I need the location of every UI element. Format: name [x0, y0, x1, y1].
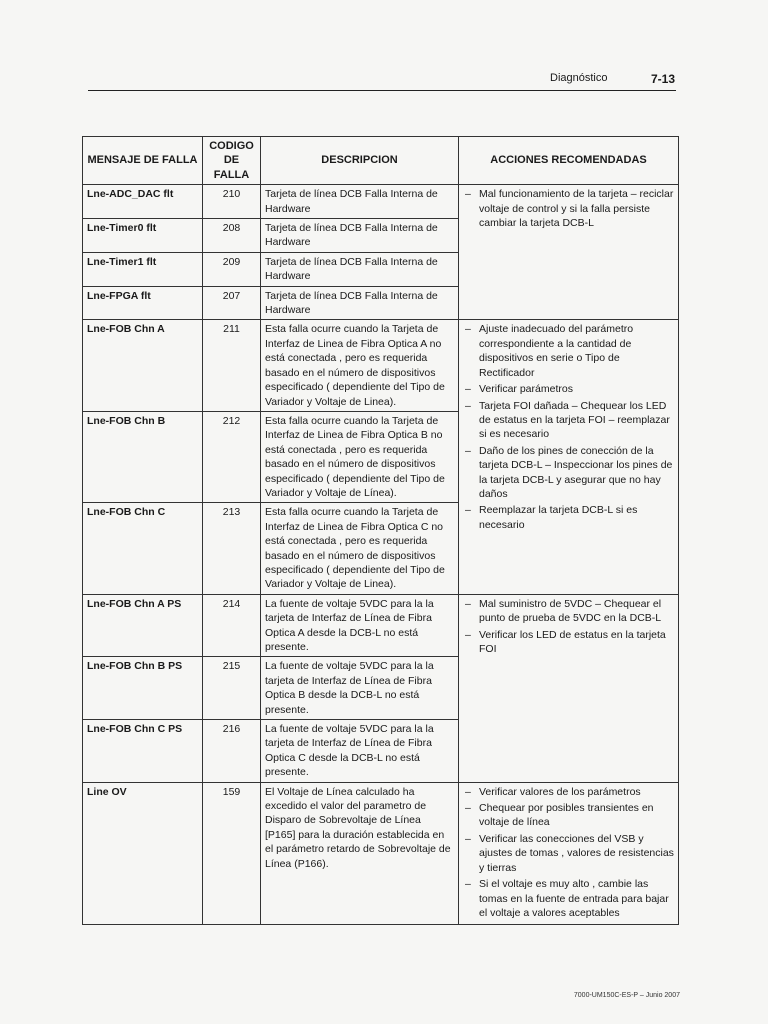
table-row	[83, 320, 679, 411]
action-item: – Mal suministro de 5VDC – Chequear el punto de prueba de 5VDC en la DCB-L	[463, 597, 674, 626]
table-row	[83, 185, 679, 219]
page-number: 7-13	[650, 72, 675, 86]
action-item: – Verificar parámetros	[463, 382, 674, 396]
fault-description: El Voltaje de Línea calculado ha excedido el valor del parametro de Disparo de Sobrevoltaje de Línea [P165] para la duración establecida en el parámetro retardo de Sobrevoltaje de Línea (P166).	[261, 782, 459, 925]
fault-code: 159	[203, 782, 261, 925]
header-rule	[88, 90, 676, 91]
page-header	[550, 72, 675, 86]
fault-description: La fuente de voltaje 5VDC para la la tarjeta de Interfaz de Línea de Fibra Optica B desde la DCB-L no está presente.	[261, 657, 459, 720]
actions-list	[463, 597, 674, 657]
action-item: – Mal funcionamiento de la tarjeta – reciclar voltaje de control y si la falla persiste cambiar la tarjeta DCB-L	[463, 187, 674, 230]
table-header-row	[83, 137, 679, 185]
actions-cell	[459, 594, 679, 782]
fault-description: Tarjeta de línea DCB Falla Interna de Hardware	[261, 252, 459, 286]
header-actions: ACCIONES RECOMENDADAS	[459, 137, 679, 185]
fault-code: 212	[203, 411, 261, 502]
fault-description: La fuente de voltaje 5VDC para la la tarjeta de Interfaz de Línea de Fibra Optica A desde la DCB-L no está presente.	[261, 594, 459, 657]
actions-cell	[459, 185, 679, 320]
action-item: – Verificar valores de los parámetros	[463, 785, 674, 799]
fault-message: Line OV	[83, 782, 203, 925]
fault-message: Lne-FOB Chn B PS	[83, 657, 203, 720]
section-title: Diagnóstico	[550, 72, 608, 84]
fault-code: 214	[203, 594, 261, 657]
action-item: – Tarjeta FOI dañada – Chequear los LED de estatus en la tarjeta FOI – reemplazar si es necesario	[463, 399, 674, 442]
action-item: – Reemplazar la tarjeta DCB-L si es necesario	[463, 503, 674, 532]
fault-message: Lne-FPGA flt	[83, 286, 203, 320]
fault-description: Tarjeta de línea DCB Falla Interna de Hardware	[261, 185, 459, 219]
action-item: – Chequear por posibles transientes en voltaje de línea	[463, 801, 674, 830]
fault-message: Lne-FOB Chn A PS	[83, 594, 203, 657]
fault-message: Lne-FOB Chn C	[83, 503, 203, 594]
fault-code: 215	[203, 657, 261, 720]
actions-cell	[459, 320, 679, 594]
table-row	[83, 594, 679, 657]
fault-message: Lne-Timer0 flt	[83, 219, 203, 253]
action-item: – Daño de los pines de conección de la tarjeta DCB-L – Inspeccionar los pines de la tarjeta DCB-L y asegurar que no hay daños	[463, 444, 674, 502]
header-code: CODIGO DE FALLA	[203, 137, 261, 185]
fault-message: Lne-FOB Chn C PS	[83, 720, 203, 783]
footer-doc-ref: 7000-UM150C-ES-P – Junio 2007	[573, 992, 680, 999]
action-item: – Verificar las conecciones del VSB y ajustes de tomas , valores de resistencias y tierras	[463, 832, 674, 875]
fault-code: 213	[203, 503, 261, 594]
fault-description: Esta falla ocurre cuando la Tarjeta de Interfaz de Linea de Fibra Optica B no está conectada , pero es requerida basado en el número de dispositivos especificado ( dependiente del Tipo de Variador y Voltaje de Línea).	[261, 411, 459, 502]
actions-list	[463, 785, 674, 921]
fault-code: 216	[203, 720, 261, 783]
fault-description: Tarjeta de línea DCB Falla Interna de Hardware	[261, 219, 459, 253]
actions-list	[463, 322, 674, 532]
fault-code: 208	[203, 219, 261, 253]
action-item: – Verificar los LED de estatus en la tarjeta FOI	[463, 628, 674, 657]
header-message: MENSAJE DE FALLA	[83, 137, 203, 185]
header-description: DESCRIPCION	[261, 137, 459, 185]
fault-description: Tarjeta de línea DCB Falla Interna de Hardware	[261, 286, 459, 320]
fault-description: Esta falla ocurre cuando la Tarjeta de Interfaz de Linea de Fibra Optica C no está conectada , pero es requerida basado en el número de dispositivos especificado ( dependiente del Tipo de Variador y Voltaje de Linea).	[261, 503, 459, 594]
fault-code: 211	[203, 320, 261, 411]
actions-list	[463, 187, 674, 230]
table-row	[83, 782, 679, 925]
action-item: – Si el voltaje es muy alto , cambie las tomas en la fuente de entrada para bajar el voltaje a valores aceptables	[463, 877, 674, 920]
fault-code: 210	[203, 185, 261, 219]
action-item: – Ajuste inadecuado del parámetro correspondiente a la cantidad de dispositivos en serie o Tipo de Rectificador	[463, 322, 674, 380]
fault-code: 207	[203, 286, 261, 320]
fault-description: La fuente de voltaje 5VDC para la la tarjeta de Interfaz de Línea de Fibra Optica C desde la DCB-L no está presente.	[261, 720, 459, 783]
fault-message: Lne-FOB Chn B	[83, 411, 203, 502]
fault-table	[82, 136, 679, 925]
fault-message: Lne-ADC_DAC flt	[83, 185, 203, 219]
fault-code: 209	[203, 252, 261, 286]
fault-description: Esta falla ocurre cuando la Tarjeta de Interfaz de Linea de Fibra Optica A no está conectada , pero es requerida basado en el número de dispositivos especificado ( dependiente del Tipo de Variador y Voltaje de Linea).	[261, 320, 459, 411]
fault-message: Lne-Timer1 flt	[83, 252, 203, 286]
fault-message: Lne-FOB Chn A	[83, 320, 203, 411]
actions-cell	[459, 782, 679, 925]
